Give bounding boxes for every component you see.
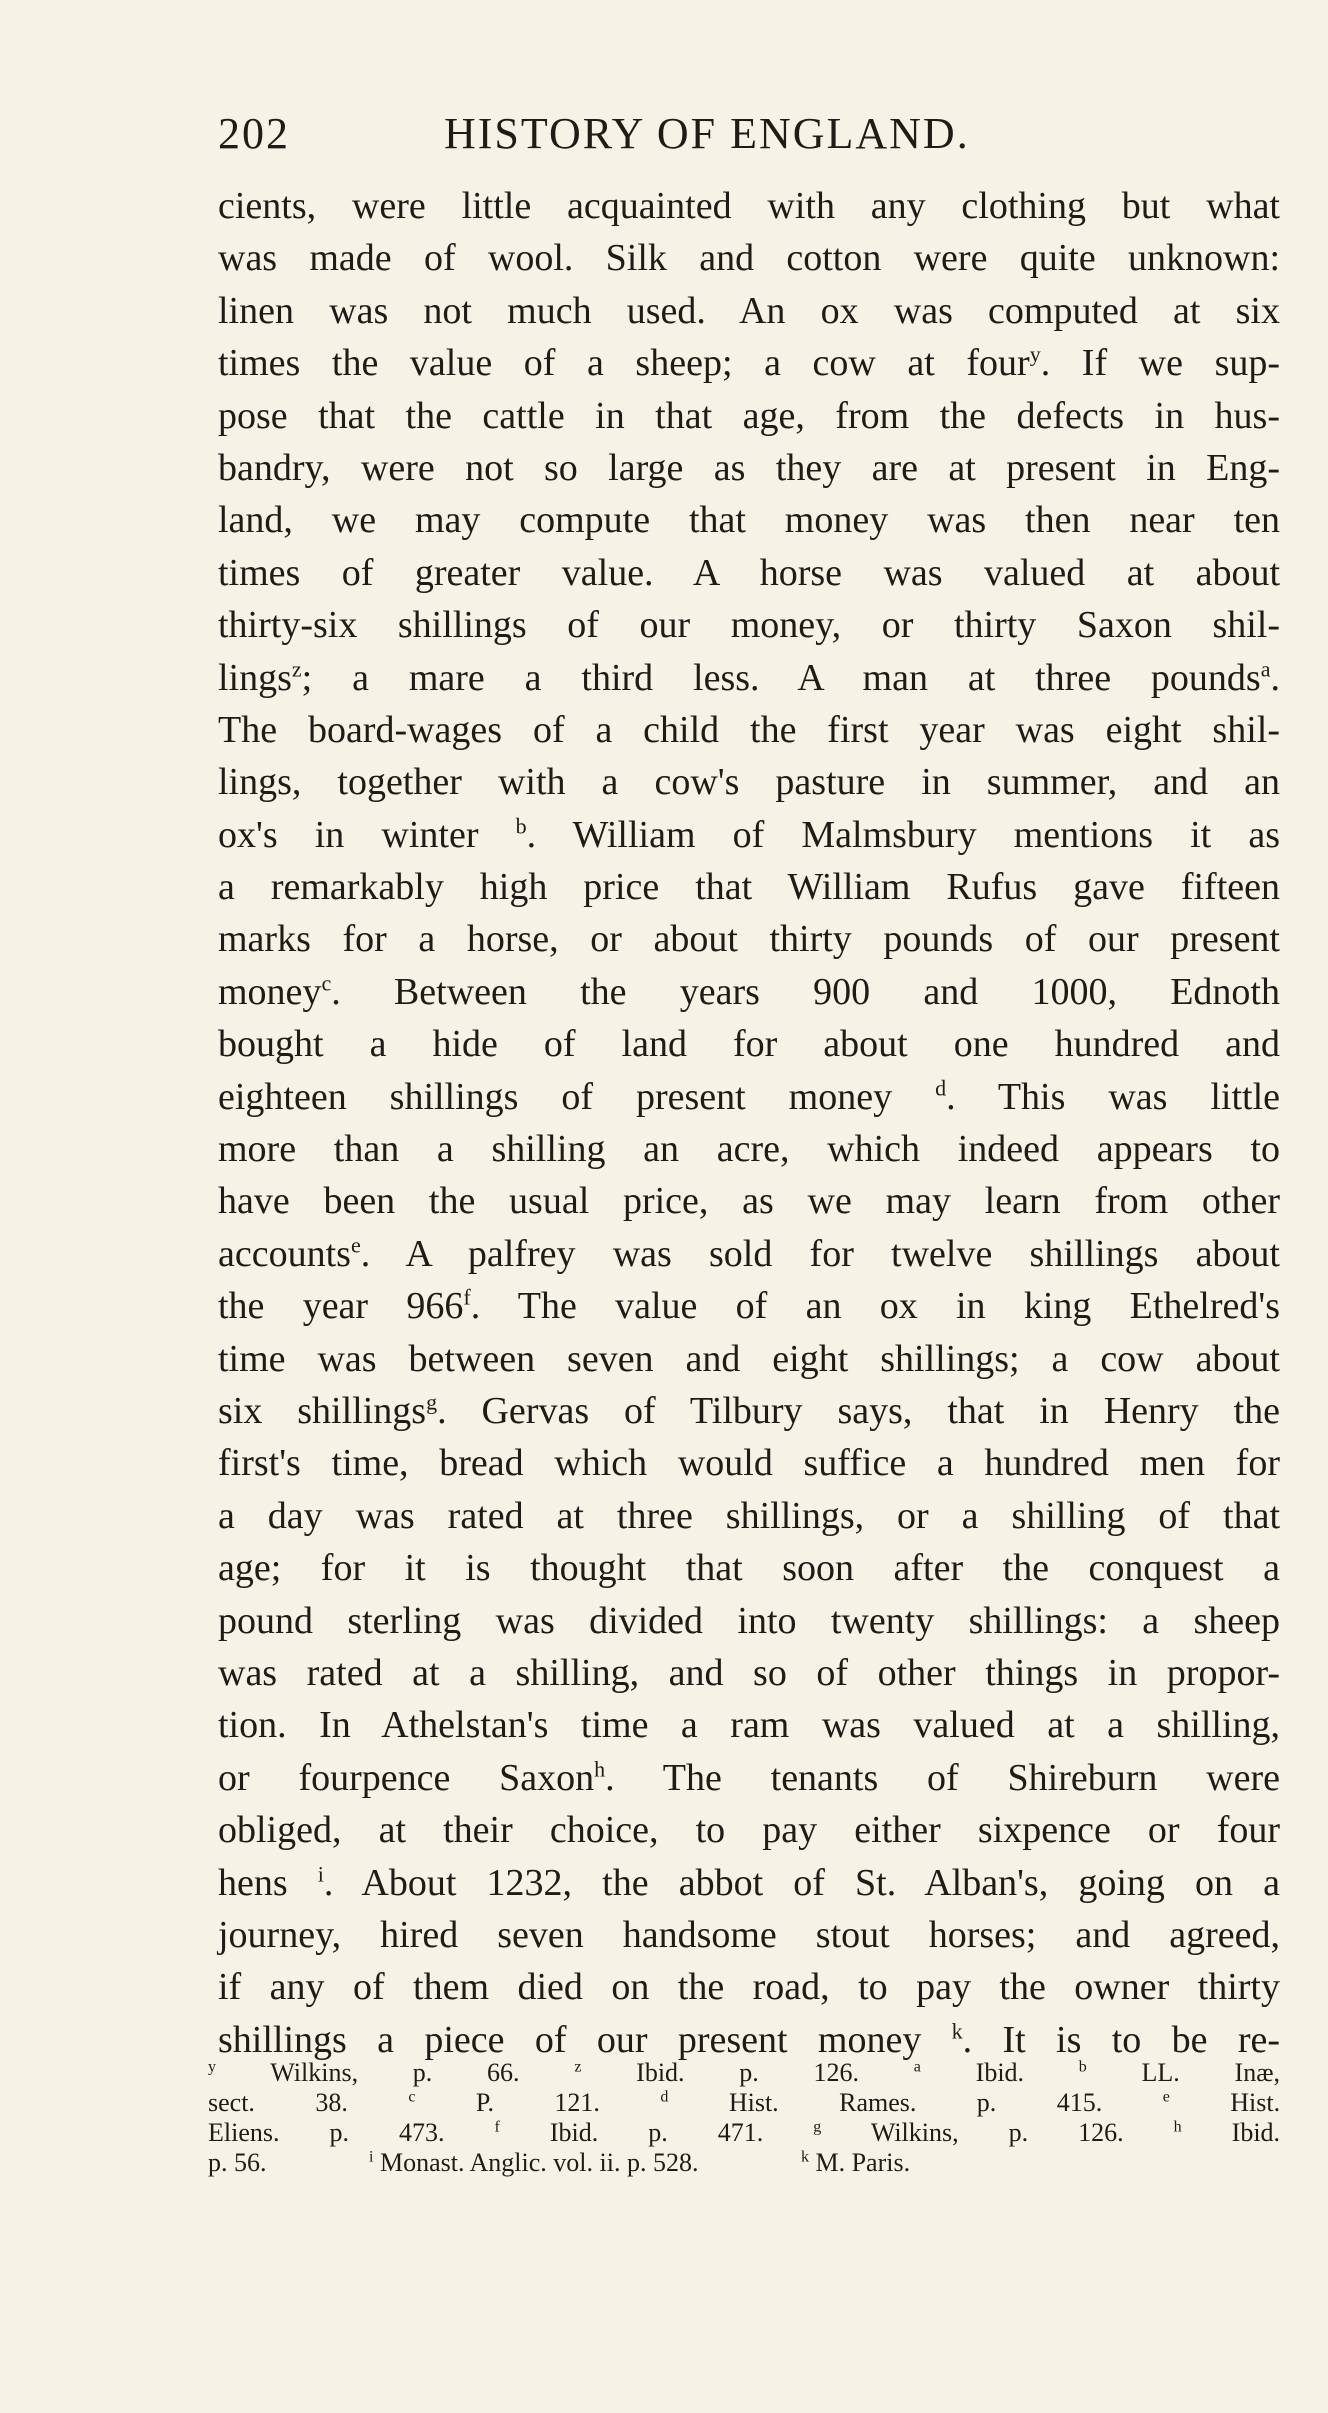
text-line: times of greater value. A horse was valued at about (218, 551, 1280, 594)
text-line: thirty-six shillings of our money, or thirty Saxon shil- (218, 604, 1280, 647)
footnote-mark: d (935, 1074, 947, 1100)
text-line: more than a shilling an acre, which indeed appears to (218, 1128, 1280, 1171)
footnote: $^b$ LL. Inæ, (1078, 2058, 1281, 2087)
text-line: pose that the cattle in that age, from the defects in hus- (218, 394, 1280, 437)
footnote: $^h$ Ibid. (1173, 2118, 1281, 2147)
body-text (218, 180, 1280, 2066)
footnote: $^a$ Ibid. (913, 2058, 1025, 2087)
text-line: cients, were little acquainted with any clothing but what (218, 185, 1280, 227)
footnote-mark: h (594, 1756, 606, 1782)
footnote: $^y$ Wilkins, p. 66. (208, 2058, 520, 2087)
footnote-continuation: sect. 38. (208, 2088, 348, 2117)
footnote: $^e$ Hist. (1162, 2088, 1281, 2117)
footnote-row (208, 2058, 1280, 2088)
footnote: $^g$ Wilkins, p. 126. (813, 2118, 1124, 2147)
text-line: linen was not much used. An ox was computed at six (218, 289, 1280, 332)
footnote-mark: i (317, 1860, 324, 1886)
text-line: have been the usual price, as we may learn from other (218, 1180, 1280, 1223)
text-line: shillings a piece of our present money $^k$. It is to be re- (218, 2018, 1281, 2061)
footnote: $^f$ Ibid. p. 471. (494, 2118, 764, 2147)
text-line: ox's in winter $^b$. William of Malmsbury mentions it as (218, 813, 1280, 856)
footnote: $^z$ Ibid. p. 126. (574, 2058, 860, 2087)
footnote-mark: f (463, 1284, 471, 1310)
footnotes (208, 2058, 1280, 2178)
footnote: $^c$ P. 121. (408, 2088, 600, 2117)
text-line: six shillings$^g$. Gervas of Tilbury says, that in Henry the (218, 1389, 1280, 1432)
page-number: 202 (218, 109, 290, 158)
text-line: The board-wages of a child the first year was eight shil- (218, 708, 1280, 751)
footnote-row (208, 2148, 1280, 2178)
text-line: land, we may compute that money was then near ten (218, 499, 1280, 542)
text-line: first's time, bread which would suffice a hundred men for (218, 1442, 1280, 1485)
text-line: if any of them died on the road, to pay the owner thirty (218, 1966, 1280, 2009)
text-line: money$^c$. Between the years 900 and 1000, Ednoth (218, 970, 1280, 1013)
page-header (218, 108, 1280, 168)
text-line: bandry, were not so large as they are at present in Eng- (218, 446, 1280, 489)
text-line: was made of wool. Silk and cotton were quite unknown: (218, 237, 1280, 280)
text-line: hens $^i$. About 1232, the abbot of St. Alban's, going on a (218, 1860, 1280, 1904)
footnote-row (208, 2118, 1280, 2148)
running-title: HISTORY OF ENGLAND. (444, 109, 970, 158)
footnote-continuation: p. 56. (208, 2148, 267, 2177)
footnote-row (208, 2088, 1280, 2118)
text-line: bought a hide of land for about one hundred and (218, 1023, 1280, 1066)
text-line: times the value of a sheep; a cow at four$^y$. If we sup- (218, 341, 1281, 385)
footnote: $^k$ M. Paris. (800, 2148, 911, 2177)
footnote-mark: y (1029, 341, 1041, 367)
text-line: a remarkably high price that William Rufus gave fifteen (218, 866, 1280, 909)
text-line: eighteen shillings of present money $^d$. This was little (218, 1074, 1281, 1118)
text-line: the year 966$^f$. The value of an ox in king Ethelred's (218, 1284, 1281, 1328)
text-line: marks for a horse, or about thirty pounds of our present (218, 918, 1280, 961)
text-line: lings, together with a cow's pasture in summer, and an (218, 761, 1280, 804)
footnote-mark: c (321, 970, 332, 996)
text-line: pound sterling was divided into twenty shillings: a sheep (218, 1599, 1280, 1642)
footnote-continuation: Eliens. p. 473. (208, 2118, 445, 2147)
text-line: time was between seven and eight shillings; a cow about (218, 1337, 1280, 1380)
footnote: $^i$ Monast. Anglic. vol. ii. p. 528. (369, 2148, 699, 2177)
text-line: was rated at a shilling, and so of other things in propor- (218, 1651, 1280, 1694)
text-line: age; for it is thought that soon after the conquest a (218, 1547, 1280, 1590)
text-line: journey, hired seven handsome stout horses; and agreed, (218, 1913, 1280, 1956)
text-line: or fourpence Saxon$^h$. The tenants of Shireburn were (218, 1756, 1280, 1799)
footnote-mark: e (350, 1232, 361, 1258)
text-line: obliged, at their choice, to pay either sixpence or four (218, 1809, 1280, 1852)
text-line: a day was rated at three shillings, or a shilling of that (218, 1494, 1280, 1537)
text-line: lings$^z$; a mare a third less. A man at three pounds$^a$. (218, 655, 1280, 699)
text-line: accounts$^e$. A palfrey was sold for twelve shillings about (218, 1232, 1280, 1275)
footnote-mark: b (515, 813, 527, 839)
footnote-mark: z (291, 655, 302, 681)
footnote: $^d$ Hist. Rames. p. 415. (660, 2088, 1103, 2117)
text-line: tion. In Athelstan's time a ram was valued at a shilling, (218, 1704, 1280, 1747)
footnote-mark: k (951, 2018, 963, 2044)
footnote-mark: a (1260, 655, 1271, 681)
footnote-mark: g (426, 1389, 438, 1415)
